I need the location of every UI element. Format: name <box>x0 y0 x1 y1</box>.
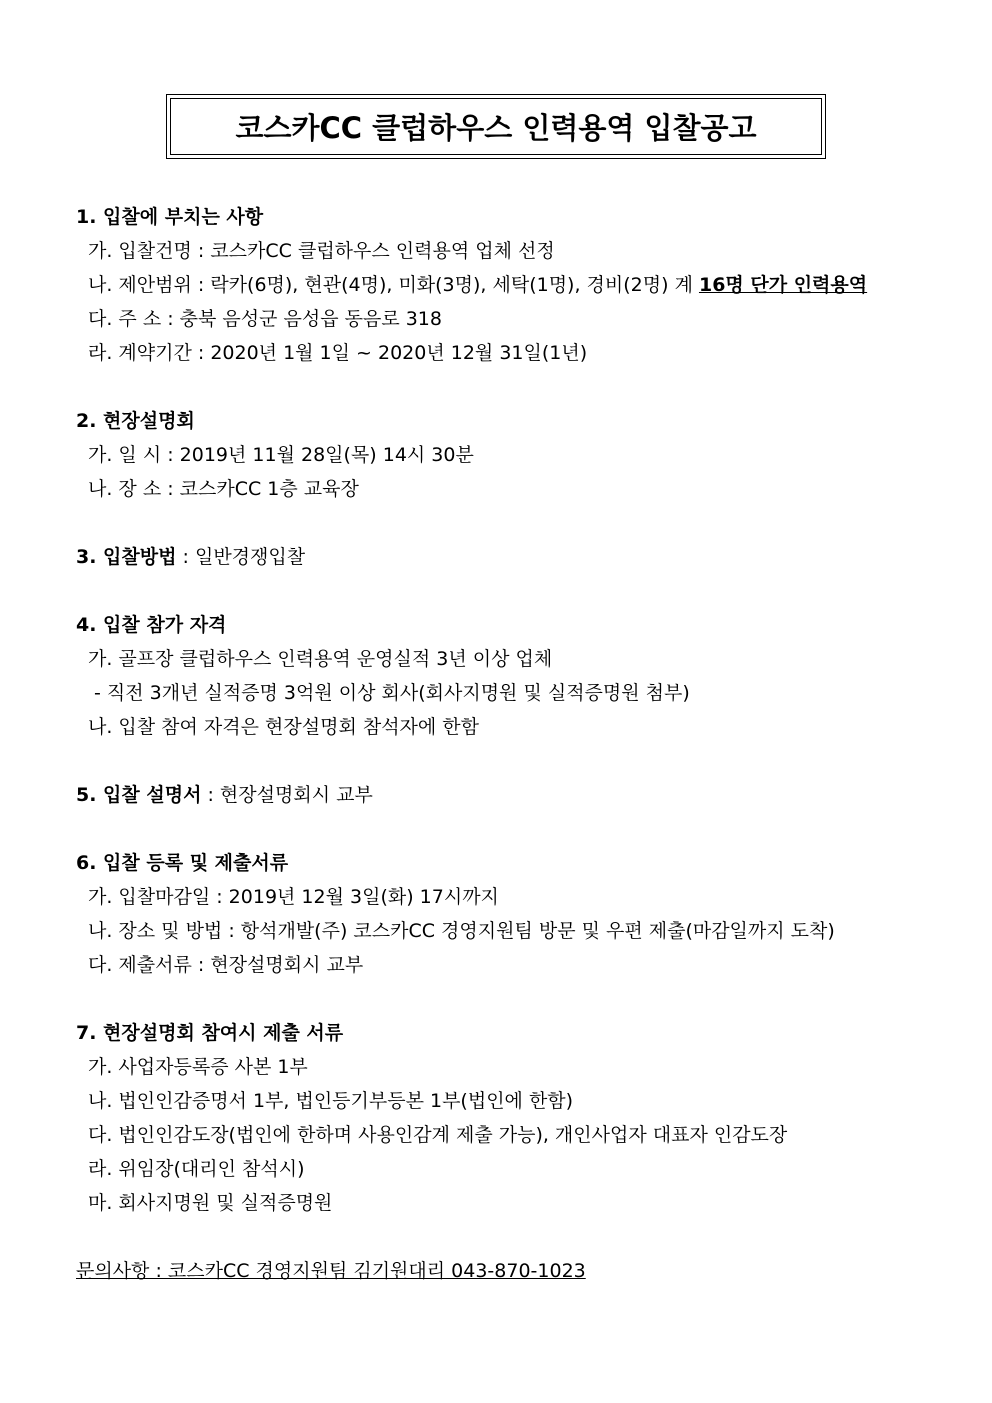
section-heading-line <box>76 540 936 574</box>
list-subitem: - 직전 3개년 실적증명 3억원 이상 회사(회사지명원 및 실적증명원 첨부) <box>94 682 690 704</box>
list-item: 가. 사업자등록증 사본 1부 <box>88 1056 308 1078</box>
section-registration <box>76 846 936 982</box>
list-item: 나. 장소 및 방법 : 항석개발(주) 코스카CC 경영지원팀 방문 및 우편 제출(마감일까지 도착) <box>88 920 835 942</box>
section-heading: 3. 입찰방법 <box>76 546 177 568</box>
list-item: 가. 입찰마감일 : 2019년 12월 3일(화) 17시까지 <box>88 886 499 908</box>
list-item: 라. 위임장(대리인 참석시) <box>88 1158 305 1180</box>
section-heading: 2. 현장설명회 <box>76 410 195 432</box>
section-inline-text: : 일반경쟁입찰 <box>176 546 306 568</box>
list-item: 다. 제출서류 : 현장설명회시 교부 <box>88 954 364 976</box>
section-bid-items <box>76 200 936 370</box>
section-heading: 4. 입찰 참가 자격 <box>76 614 227 636</box>
list-item: 가. 일 시 : 2019년 11월 28일(목) 14시 30분 <box>88 444 474 466</box>
section-required-documents <box>76 1016 936 1220</box>
list-item: 다. 주 소 : 충북 음성군 음성읍 동음로 318 <box>88 308 442 330</box>
list-item: 가. 골프장 클럽하우스 인력용역 운영실적 3년 이상 업체 <box>88 648 553 670</box>
section-qualification <box>76 608 936 744</box>
document-title: 코스카CC 클럽하우스 인력용역 입찰공고 <box>170 98 822 155</box>
list-item <box>76 268 936 302</box>
section-site-briefing <box>76 404 936 506</box>
section-heading: 1. 입찰에 부치는 사항 <box>76 206 264 228</box>
section-heading: 7. 현장설명회 참여시 제출 서류 <box>76 1022 344 1044</box>
list-item: 나. 법인인감증명서 1부, 법인등기부등본 1부(법인에 한함) <box>88 1090 574 1112</box>
list-item: 가. 입찰건명 : 코스카CC 클럽하우스 인력용역 업체 선정 <box>88 240 555 262</box>
list-item: 나. 장 소 : 코스카CC 1층 교육장 <box>88 478 359 500</box>
section-heading-line <box>76 778 936 812</box>
section-inline-text: : 현장설명회시 교부 <box>201 784 373 806</box>
contact-info: 문의사항 : 코스카CC 경영지원팀 김기원대리 043-870-1023 <box>76 1260 586 1282</box>
list-item: 마. 회사지명원 및 실적증명원 <box>88 1192 333 1214</box>
list-item: 나. 입찰 참여 자격은 현장설명회 참석자에 한함 <box>88 716 480 738</box>
section-heading: 6. 입찰 등록 및 제출서류 <box>76 852 289 874</box>
list-item: 라. 계약기간 : 2020년 1월 1일 ~ 2020년 12월 31일(1년) <box>88 342 588 364</box>
section-heading: 5. 입찰 설명서 <box>76 784 202 806</box>
section-bid-method <box>76 540 936 574</box>
list-item-text: 나. 제안범위 : 락카(6명), 현관(4명), 미화(3명), 세탁(1명), 경비(2명) 계 <box>88 274 699 296</box>
document-body <box>76 200 936 1288</box>
emphasis-text: 16명 단가 인력용역 <box>698 274 868 296</box>
section-bid-manual <box>76 778 936 812</box>
title-box <box>166 94 826 159</box>
list-item: 다. 법인인감도장(법인에 한하며 사용인감계 제출 가능), 개인사업자 대표자 인감도장 <box>88 1124 788 1146</box>
